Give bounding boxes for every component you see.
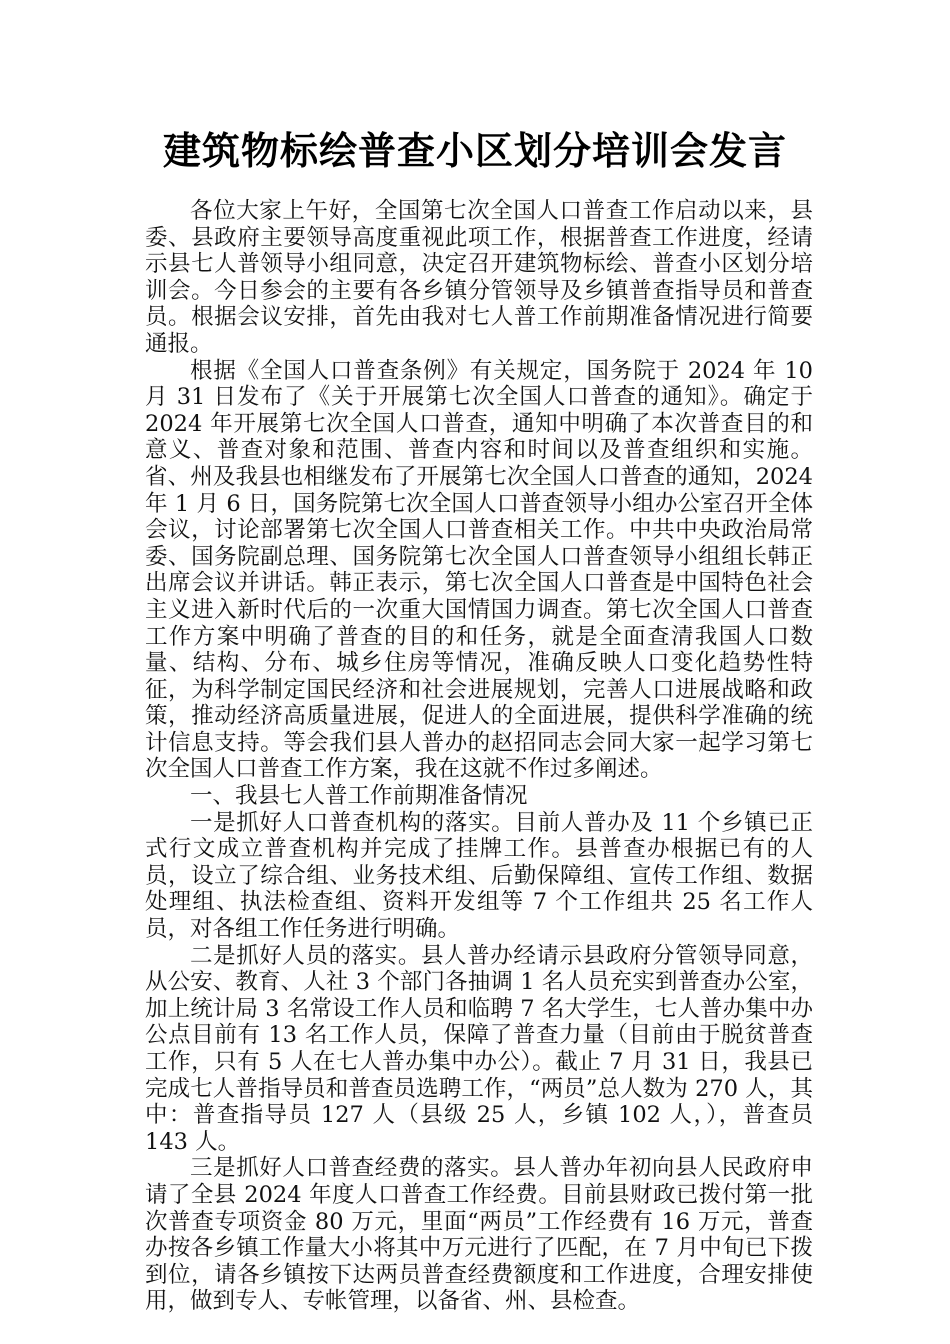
paragraph-greeting: 各位大家上午好，全国第七次全国人口普查工作启动以来，县委、县政府主要领导高度重视此项工作，根据普查工作进度，经请示县七人普领导小组同意，决定召开建筑物标绘、普查小区划分培训会。今日参会的主要有各乡镇分管领导及乡镇普查指导员和普查员。根据会议安排，首先由我对七人普工作前期准备情况进行简要通报。 bbox=[145, 198, 813, 357]
section-heading: 一、我县七人普工作前期准备情况 bbox=[190, 783, 528, 810]
document-title: 建筑物标绘普查小区划分培训会发言 bbox=[162, 129, 787, 173]
paragraph-funding: 三是抓好人口普查经费的落实。县人普办年初向县人民政府申请了全县 2024 年度人口普查工作经费。目前县财政已拨付第一批次普查专项资金 80 万元，里面“两员”工作经费有 16 万元，普查办按各乡镇工作量大小将其中万元进行了匹配，在 7 月中旬已下拨到位，请各乡镇按下达两员普查经费额度和工作进度，合理安排使用，做到专人、专帐管理，以备省、州、县检查。 bbox=[145, 1155, 813, 1315]
paragraph-personnel: 二是抓好人员的落实。县人普办经请示县政府分管领导同意，从公安、教育、人社 3 个部门各抽调 1 名人员充实到普查办公室，加上统计局 3 名常设工作人员和临聘 7 名大学生，七人普办集中办公点目前有 13 名工作人员，保障了普查力量（目前由于脱贫普查工作，只有 5 人在七人普办集中办公）。截止 7 月 31 日，我县已完成七人普指导员和普查员选聘工作，“两员”总人数为 270 人，其中：普查指导员 127 人（县级 25 人，乡镇 102 人，），普查员 143 人。 bbox=[145, 942, 813, 1155]
document-body bbox=[145, 198, 813, 1315]
paragraph-background: 根据《全国人口普查条例》有关规定，国务院于 2024 年 10 月 31 日发布了《关于开展第七次全国人口普查的通知》。确定于 2024 年开展第七次全国人口普查，通知中明确了本次普查目的和意义、普查对象和范围、普查内容和时间以及普查组织和实施。省、州及我县也相继发布了开展第七次全国人口普查的通知，2024 年 1 月 6 日，国务院第七次全国人口普查领导小组办公室召开全体会议，讨论部署第七次全国人口普查相关工作。中共中央政治局常委、国务院副总理、国务院第七次全国人口普查领导小组组长韩正出席会议并讲话。韩正表示，第七次全国人口普查是中国特色社会主义进入新时代后的一次重大国情国力调查。第七次全国人口普查工作方案中明确了普查的目的和任务，就是全面查清我国人口数量、结构、分布、城乡住房等情况，准确反映人口变化趋势性特征，为科学制定国民经济和社会进展规划，完善人口进展战略和政策，推动经济高质量进展，促进人的全面进展，提供科学准确的统计信息支持。等会我们县人普办的赵招同志会同大家一起学习第七次全国人口普查工作方案，我在这就不作过多阐述。 bbox=[145, 357, 813, 783]
paragraph-organization: 一是抓好人口普查机构的落实。目前人普办及 11 个乡镇已正式行文成立普查机构并完成了挂牌工作。县普查办根据已有的人员，设立了综合组、业务技术组、后勤保障组、宣传工作组、数据处理组、执法检查组、资料开发组等 7 个工作组共 25 名工作人员，对各组工作任务进行明确。 bbox=[145, 809, 813, 943]
